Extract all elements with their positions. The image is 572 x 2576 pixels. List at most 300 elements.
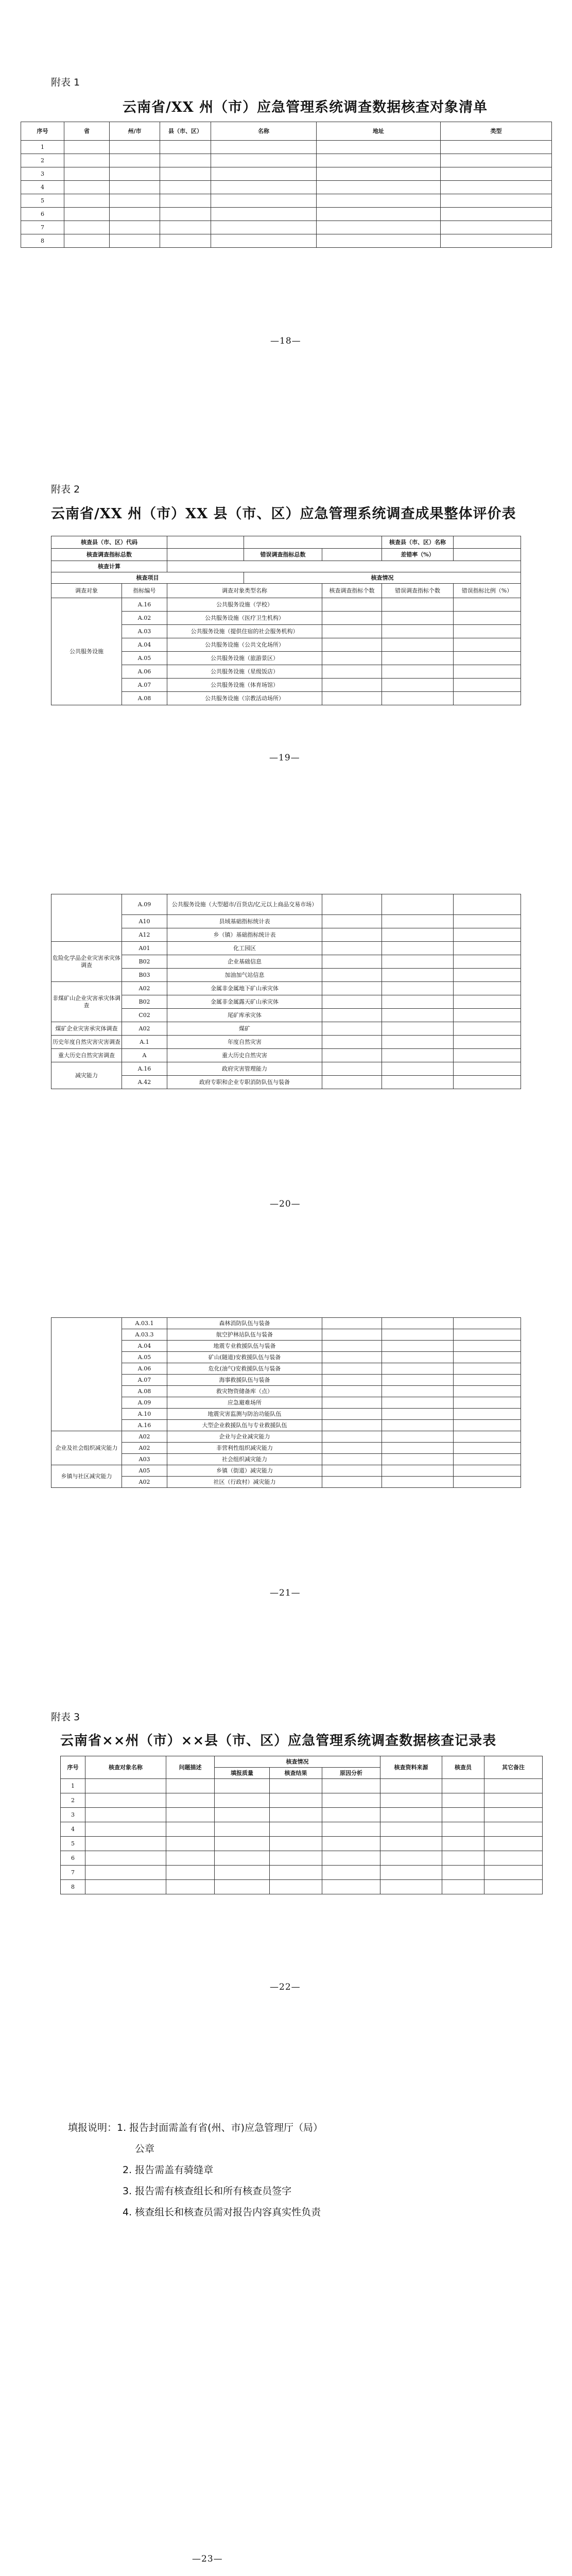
table-row	[51, 1431, 521, 1443]
empty-cell	[110, 167, 160, 181]
empty-cell	[454, 1022, 521, 1036]
empty-cell	[454, 1454, 521, 1465]
empty-cell	[166, 1808, 215, 1822]
col-checked-count: 核查调查指标个数	[322, 584, 382, 598]
empty-cell	[166, 1779, 215, 1793]
object-type-name-cell: 加油加气站信息	[167, 969, 322, 982]
empty-cell	[322, 928, 382, 942]
empty-cell	[454, 638, 521, 652]
table-row	[51, 1062, 521, 1076]
table-row	[51, 625, 521, 638]
empty-cell	[454, 652, 521, 665]
table-row	[51, 1363, 521, 1375]
table-row	[61, 1793, 543, 1808]
empty-cell	[160, 221, 211, 234]
page-number: —18—	[270, 336, 301, 346]
sub-header-cell: 填报质量	[215, 1768, 270, 1779]
empty-cell	[322, 942, 382, 955]
table-row	[21, 154, 552, 167]
empty-cell	[454, 1036, 521, 1049]
empty-cell	[322, 1352, 382, 1363]
empty-cell	[382, 1341, 454, 1352]
table-row	[51, 1465, 521, 1477]
empty-cell	[64, 234, 110, 248]
empty-cell	[322, 1076, 382, 1089]
empty-cell	[64, 221, 110, 234]
group-cell: 企业及社会组织减灾能力	[51, 1431, 122, 1465]
table-row	[51, 1049, 521, 1062]
empty-cell	[322, 1409, 382, 1420]
empty-cell	[454, 1318, 521, 1329]
empty-cell	[442, 1808, 484, 1822]
empty-cell	[322, 665, 382, 679]
empty-cell	[211, 141, 317, 154]
empty-cell	[380, 1851, 442, 1866]
empty-cell	[317, 208, 441, 221]
empty-cell	[110, 154, 160, 167]
indicator-code-cell: C02	[122, 1009, 167, 1022]
instruction-item: 3. 报告需有核查组长和所有核查员签字	[123, 2185, 292, 2197]
empty-cell	[454, 625, 521, 638]
empty-cell	[441, 167, 552, 181]
empty-cell	[382, 995, 454, 1009]
empty-cell	[110, 141, 160, 154]
empty-cell	[454, 1397, 521, 1409]
empty-cell	[454, 1062, 521, 1076]
inspection-record-table	[60, 1756, 543, 1894]
empty-cell	[441, 194, 552, 208]
empty-cell	[382, 969, 454, 982]
row-number-cell: 1	[21, 141, 64, 154]
empty-cell	[322, 1009, 382, 1022]
empty-cell	[322, 1420, 382, 1431]
empty-cell	[322, 1062, 382, 1076]
indicator-code-cell: A.10	[122, 1409, 167, 1420]
header-cell: 核查对象名称	[85, 1756, 166, 1779]
row-number-cell: 6	[61, 1851, 85, 1866]
page-number: —22—	[270, 1982, 301, 1992]
group-cell: 重大历史自然灾害调查	[51, 1049, 122, 1062]
object-type-name-cell: 地震灾害监测与防治功能队伍	[167, 1409, 322, 1420]
empty-cell	[85, 1851, 166, 1866]
empty-cell	[270, 1837, 322, 1851]
row-number-cell: 4	[21, 181, 64, 194]
row-number-cell: 5	[61, 1837, 85, 1851]
header-cell: 县（市、区）	[160, 122, 211, 141]
indicator-code-cell: A	[122, 1049, 167, 1062]
annex-1-label: 附表 1	[51, 77, 80, 88]
col-error-ratio: 错误指标比例（%）	[454, 584, 521, 598]
indicator-code-cell: A.04	[122, 638, 167, 652]
table-row	[51, 1341, 521, 1352]
empty-cell	[484, 1837, 543, 1851]
empty-cell	[380, 1793, 442, 1808]
group-cell	[51, 1318, 122, 1431]
table-row	[51, 1329, 521, 1341]
row-number-cell: 7	[21, 221, 64, 234]
row-number-cell: 2	[21, 154, 64, 167]
empty-cell	[442, 1880, 484, 1894]
empty-cell	[110, 194, 160, 208]
object-type-name-cell: 乡镇（街道）减灾能力	[167, 1465, 322, 1477]
empty-cell	[484, 1808, 543, 1822]
empty-cell	[166, 1793, 215, 1808]
object-type-name-cell: 非营利性组织减灾能力	[167, 1443, 322, 1454]
empty-cell	[322, 1036, 382, 1049]
indicator-code-cell: A05	[122, 1465, 167, 1477]
empty-cell	[270, 1866, 322, 1880]
indicator-code-cell: A.04	[122, 1341, 167, 1352]
empty-cell	[382, 1420, 454, 1431]
annex-1-title: 云南省/XX 州（市）应急管理系统调查数据核查对象清单	[123, 99, 488, 115]
empty-cell	[454, 612, 521, 625]
table-header-row	[21, 122, 552, 141]
indicator-code-cell: A.02	[122, 612, 167, 625]
table-row	[21, 221, 552, 234]
table-row	[61, 1779, 543, 1793]
spacer-cell	[244, 536, 382, 549]
row-number-cell: 1	[61, 1779, 85, 1793]
empty-cell	[322, 1779, 380, 1793]
table-row	[61, 1822, 543, 1837]
indicator-code-cell: A.07	[122, 1375, 167, 1386]
indicator-code-cell: B02	[122, 955, 167, 969]
table-row	[61, 1808, 543, 1822]
indicator-code-cell: A.03.3	[122, 1329, 167, 1341]
indicator-code-cell: A02	[122, 982, 167, 995]
empty-cell	[454, 942, 521, 955]
empty-cell	[484, 1880, 543, 1894]
object-type-name-cell: 大型企业救援队伍与专业救援队伍	[167, 1420, 322, 1431]
empty-cell	[382, 1431, 454, 1443]
empty-cell	[441, 208, 552, 221]
table-row	[51, 955, 521, 969]
header-cell: 地址	[317, 122, 441, 141]
inspection-object-list-table	[21, 122, 552, 248]
empty-cell	[317, 167, 441, 181]
empty-cell	[166, 1822, 215, 1837]
object-type-name-cell: 公共服务设施（学校）	[167, 598, 322, 612]
empty-cell	[454, 665, 521, 679]
empty-cell	[322, 1851, 380, 1866]
empty-cell	[442, 1837, 484, 1851]
empty-cell	[454, 1443, 521, 1454]
empty-cell	[382, 915, 454, 928]
empty-cell	[215, 1851, 270, 1866]
empty-cell	[317, 181, 441, 194]
empty-cell	[484, 1866, 543, 1880]
empty-cell	[322, 1397, 382, 1409]
empty-cell	[322, 1454, 382, 1465]
empty-cell	[85, 1808, 166, 1822]
header-cell: 名称	[211, 122, 317, 141]
county-name-value	[454, 536, 521, 549]
table-row	[61, 1837, 543, 1851]
header-cell: 问题描述	[166, 1756, 215, 1779]
empty-cell	[454, 1431, 521, 1443]
empty-cell	[454, 1352, 521, 1363]
instructions-line-4	[68, 2181, 323, 2202]
object-type-name-cell: 公共服务设施（公共文化场所）	[167, 638, 322, 652]
object-type-name-cell: 公共服务设施（星级饭店）	[167, 665, 322, 679]
table-row	[51, 1022, 521, 1036]
indicator-code-cell: A.06	[122, 665, 167, 679]
empty-cell	[382, 625, 454, 638]
empty-cell	[382, 1386, 454, 1397]
table-row	[51, 652, 521, 665]
empty-cell	[211, 194, 317, 208]
county-name-label: 核查县（市、区）名称	[382, 536, 454, 549]
object-type-name-cell: 地震专业救援队伍与装备	[167, 1341, 322, 1352]
group-cell: 历史年度自然灾害灾害调查	[51, 1036, 122, 1049]
group-cell	[51, 894, 122, 942]
empty-cell	[215, 1822, 270, 1837]
empty-cell	[166, 1866, 215, 1880]
page-number: —20—	[270, 1199, 301, 1209]
empty-cell	[166, 1880, 215, 1894]
empty-cell	[322, 625, 382, 638]
empty-cell	[215, 1808, 270, 1822]
table-row	[21, 234, 552, 248]
empty-cell	[454, 928, 521, 942]
indicator-code-cell: A.42	[122, 1076, 167, 1089]
empty-cell	[85, 1880, 166, 1894]
empty-cell	[322, 598, 382, 612]
empty-cell	[322, 894, 382, 915]
table-row	[21, 141, 552, 154]
check-calc-label: 核查计算	[51, 561, 167, 572]
empty-cell	[110, 234, 160, 248]
indicator-code-cell: A01	[122, 942, 167, 955]
header-cell: 序号	[21, 122, 64, 141]
instructions-line-1	[68, 2117, 323, 2139]
table-row	[51, 1477, 521, 1488]
empty-cell	[484, 1779, 543, 1793]
empty-cell	[382, 1062, 454, 1076]
checked-indicator-total-label: 核查调查指标总数	[51, 549, 167, 561]
object-type-name-cell: 企业与企业减灾能力	[167, 1431, 322, 1443]
empty-cell	[382, 942, 454, 955]
empty-cell	[160, 141, 211, 154]
table-row	[51, 1352, 521, 1363]
empty-cell	[322, 915, 382, 928]
empty-cell	[454, 1465, 521, 1477]
empty-cell	[454, 679, 521, 692]
indicator-code-cell: A.09	[122, 894, 167, 915]
empty-cell	[454, 955, 521, 969]
col-indicator-code: 指标编号	[122, 584, 167, 598]
table-row	[51, 942, 521, 955]
table-row	[21, 208, 552, 221]
empty-cell	[382, 1477, 454, 1488]
empty-cell	[322, 1431, 382, 1443]
table-row	[51, 612, 521, 625]
empty-cell	[382, 955, 454, 969]
table-row	[51, 598, 521, 612]
empty-cell	[322, 1793, 380, 1808]
empty-cell	[454, 1341, 521, 1352]
empty-cell	[215, 1779, 270, 1793]
empty-cell	[382, 1363, 454, 1375]
object-type-name-cell: 森林消防队伍与装备	[167, 1318, 322, 1329]
indicator-code-cell: A10	[122, 915, 167, 928]
empty-cell	[322, 1318, 382, 1329]
table-row	[61, 1866, 543, 1880]
row-number-cell: 5	[21, 194, 64, 208]
empty-cell	[322, 1477, 382, 1488]
annex-3-title: 云南省××州（市）××县（市、区）应急管理系统调查数据核查记录表	[60, 1733, 497, 1749]
empty-cell	[454, 1076, 521, 1089]
empty-cell	[382, 1329, 454, 1341]
empty-cell	[160, 154, 211, 167]
table-row	[21, 181, 552, 194]
indicator-code-cell: A.16	[122, 1062, 167, 1076]
evaluation-table-part3	[51, 1317, 521, 1488]
empty-cell	[382, 1454, 454, 1465]
empty-cell	[322, 1866, 380, 1880]
empty-cell	[322, 1341, 382, 1352]
object-type-name-cell: 社会组织减灾能力	[167, 1454, 322, 1465]
empty-cell	[160, 208, 211, 221]
object-type-name-cell: 航空护林站队伍与装备	[167, 1329, 322, 1341]
empty-cell	[322, 692, 382, 705]
check-items-header: 核查项目	[51, 572, 244, 584]
empty-cell	[454, 692, 521, 705]
table-row	[51, 665, 521, 679]
header-cell: 核查员	[442, 1756, 484, 1779]
empty-cell	[382, 679, 454, 692]
empty-cell	[382, 928, 454, 942]
row-number-cell: 8	[61, 1880, 85, 1894]
empty-cell	[110, 208, 160, 221]
empty-cell	[270, 1851, 322, 1866]
object-type-name-cell: 化工园区	[167, 942, 322, 955]
table-row	[51, 679, 521, 692]
empty-cell	[110, 181, 160, 194]
table-row	[51, 982, 521, 995]
object-type-name-cell: 社区（行政村）减灾能力	[167, 1477, 322, 1488]
empty-cell	[382, 1465, 454, 1477]
row-number-cell: 2	[61, 1793, 85, 1808]
table-row	[51, 894, 521, 915]
indicator-code-cell: A02	[122, 1022, 167, 1036]
instruction-item: 4. 核查组长和核查员需对报告内容真实性负责	[123, 2207, 321, 2218]
empty-cell	[322, 1822, 380, 1837]
empty-cell	[64, 167, 110, 181]
object-type-name-cell: 政府灾害管理能力	[167, 1062, 322, 1076]
county-code-value	[167, 536, 244, 549]
empty-cell	[322, 1329, 382, 1341]
indicator-code-cell: A.1	[122, 1036, 167, 1049]
empty-cell	[215, 1880, 270, 1894]
header-cell: 类型	[441, 122, 552, 141]
empty-cell	[317, 154, 441, 167]
table-row	[51, 1386, 521, 1397]
indicator-code-cell: A.06	[122, 1363, 167, 1375]
filling-instructions	[68, 2117, 323, 2223]
instructions-label: 填报说明：	[68, 2122, 117, 2133]
empty-cell	[322, 1465, 382, 1477]
empty-cell	[442, 1793, 484, 1808]
empty-cell	[380, 1779, 442, 1793]
row-number-cell: 3	[21, 167, 64, 181]
empty-cell	[166, 1837, 215, 1851]
empty-cell	[160, 167, 211, 181]
empty-cell	[64, 194, 110, 208]
empty-cell	[322, 969, 382, 982]
empty-cell	[382, 1049, 454, 1062]
group-cell: 公共服务设施	[51, 598, 122, 705]
empty-cell	[484, 1851, 543, 1866]
indicator-code-cell: A02	[122, 1443, 167, 1454]
annex-2-title: 云南省/XX 州（市）XX 县（市、区）应急管理系统调查成果整体评价表	[51, 506, 516, 522]
empty-cell	[382, 1443, 454, 1454]
empty-cell	[317, 221, 441, 234]
empty-cell	[454, 969, 521, 982]
indicator-code-cell: B03	[122, 969, 167, 982]
empty-cell	[211, 167, 317, 181]
object-type-name-cell: 乡（镇）基础指标统计表	[167, 928, 322, 942]
empty-cell	[382, 1397, 454, 1409]
empty-cell	[317, 141, 441, 154]
empty-cell	[270, 1779, 322, 1793]
empty-cell	[454, 894, 521, 915]
empty-cell	[441, 181, 552, 194]
empty-cell	[322, 1022, 382, 1036]
col-object-type-name: 调查对象类型名称	[167, 584, 322, 598]
table-row	[51, 969, 521, 982]
empty-cell	[270, 1808, 322, 1822]
check-status-header: 核查情况	[244, 572, 521, 584]
indicator-code-cell: A.03.1	[122, 1318, 167, 1329]
indicator-code-cell: A12	[122, 928, 167, 942]
table-row	[51, 995, 521, 1009]
table-row	[51, 1454, 521, 1465]
table-row	[21, 194, 552, 208]
instructions-line-2	[68, 2139, 323, 2160]
instructions-line-3	[68, 2160, 323, 2181]
empty-cell	[322, 1375, 382, 1386]
empty-cell	[484, 1793, 543, 1808]
sub-header-cell: 核查结果	[270, 1768, 322, 1779]
table-row	[61, 1880, 543, 1894]
empty-cell	[382, 665, 454, 679]
empty-cell	[380, 1837, 442, 1851]
indicator-code-cell: A.08	[122, 1386, 167, 1397]
error-indicator-total-value	[322, 549, 382, 561]
empty-cell	[442, 1822, 484, 1837]
object-type-name-cell: 公共服务设施（体育场馆）	[167, 679, 322, 692]
object-type-name-cell: 应急避难场所	[167, 1397, 322, 1409]
indicator-code-cell: A.08	[122, 692, 167, 705]
group-cell: 危险化学品企业灾害承灾体调查	[51, 942, 122, 982]
object-type-name-cell: 矿山(隧道)安救援队伍与装备	[167, 1352, 322, 1363]
empty-cell	[441, 234, 552, 248]
empty-cell	[454, 1049, 521, 1062]
empty-cell	[382, 612, 454, 625]
annex-2-label: 附表 2	[51, 484, 80, 495]
row-number-cell: 3	[61, 1808, 85, 1822]
empty-cell	[322, 1880, 380, 1894]
error-rate-value	[454, 549, 521, 561]
object-type-name-cell: 公共服务设施（提供住宿的社会服务机构）	[167, 625, 322, 638]
empty-cell	[211, 181, 317, 194]
empty-cell	[382, 982, 454, 995]
empty-cell	[380, 1808, 442, 1822]
empty-cell	[382, 1076, 454, 1089]
group-cell: 非煤矿山企业灾害承灾体调查	[51, 982, 122, 1022]
instructions-line-5	[68, 2202, 323, 2223]
